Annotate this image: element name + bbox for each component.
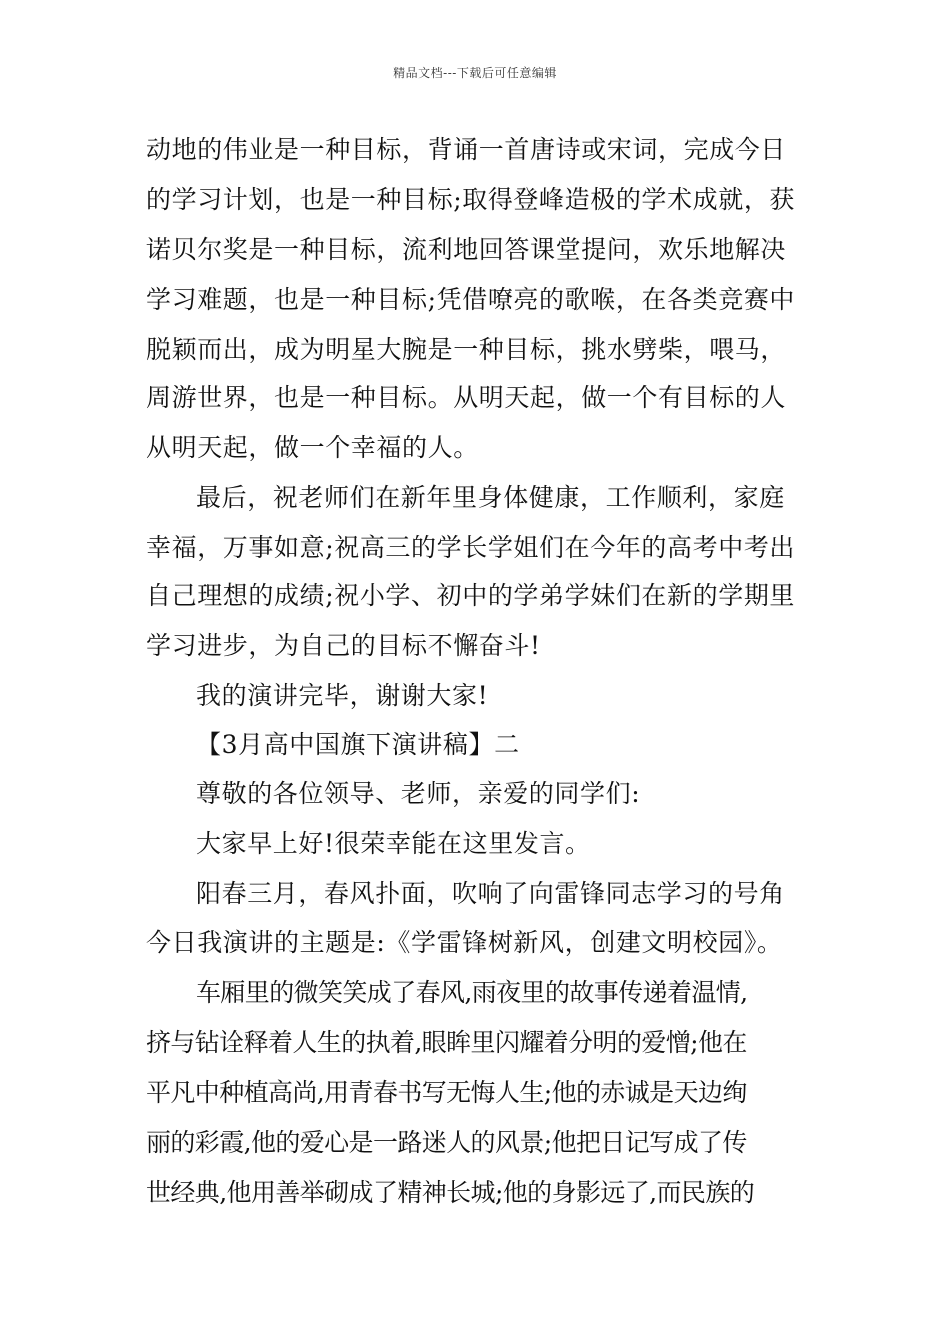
text-line: 世经典,他用善举砌成了精神长城;他的身影远了,而民族的 — [146, 1178, 755, 1207]
page-header: 精品文档---下载后可任意编辑 — [393, 66, 557, 80]
text-line: 幸福，万事如意;祝高三的学长学姐们在今年的高考中考出 — [146, 533, 796, 562]
text-line: 平凡中种植高尚,用青春书写无悔人生;他的赤诚是天边绚 — [146, 1078, 747, 1107]
text-line: 今日我演讲的主题是:《学雷锋树新风，创建文明校园》。 — [146, 928, 783, 957]
text-line: 阳春三月，春风扑面，吹响了向雷锋同志学习的号角 — [196, 879, 785, 908]
text-line: 学习进步，为自己的目标不懈奋斗! — [146, 631, 541, 660]
text-line: 的学习计划，也是一种目标;取得登峰造极的学术成就，获 — [146, 185, 796, 214]
text-line: 挤与钻诠释着人生的执着,眼眸里闪耀着分明的爱憎;他在 — [146, 1028, 747, 1057]
text-line: 诺贝尔奖是一种目标，流利地回答课堂提问，欢乐地解决 — [146, 235, 787, 264]
text-line: 最后，祝老师们在新年里身体健康，工作顺利，家庭 — [196, 483, 785, 512]
text-line: 我的演讲完毕，谢谢大家! — [196, 681, 489, 710]
text-line: 从明天起，做一个幸福的人。 — [146, 433, 479, 462]
section-title: 【3月高中国旗下演讲稿】二 — [196, 730, 520, 759]
text-line: 车厢里的微笑笑成了春风,雨夜里的故事传递着温情, — [196, 978, 748, 1007]
text-line: 丽的彩霞,他的爱心是一路迷人的风景;他把日记写成了传 — [146, 1128, 747, 1157]
text-line: 大家早上好!很荣幸能在这里发言。 — [196, 829, 591, 858]
text-line: 学习难题，也是一种目标;凭借嘹亮的歌喉，在各类竞赛中 — [146, 285, 796, 314]
text-line: 尊敬的各位领导、老师，亲爱的同学们: — [196, 779, 641, 808]
text-line: 自己理想的成绩;祝小学、初中的学弟学妹们在新的学期里 — [146, 581, 796, 610]
text-line: 脱颖而出，成为明星大腕是一种目标，挑水劈柴，喂马， — [146, 335, 787, 364]
text-line: 动地的伟业是一种目标，背诵一首唐诗或宋词，完成今日 — [146, 135, 787, 164]
text-line: 周游世界，也是一种目标。从明天起，做一个有目标的人 — [146, 383, 787, 412]
